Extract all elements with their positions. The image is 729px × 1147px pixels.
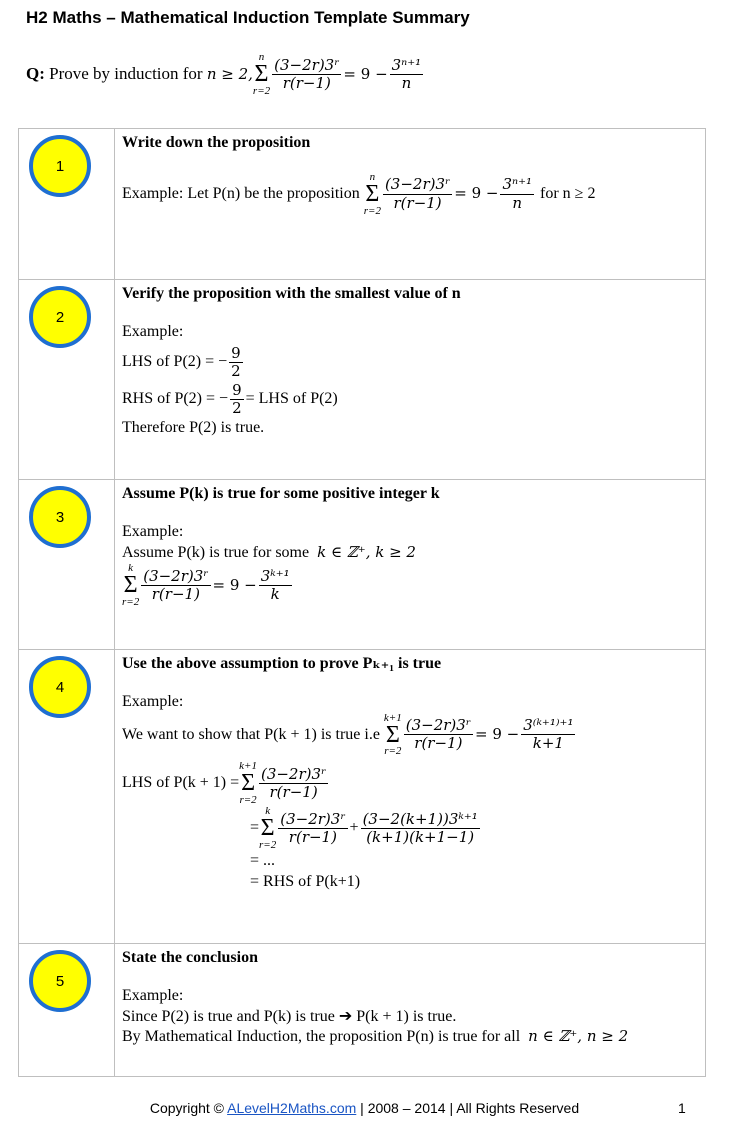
rhs-tail: = LHS of P(2) — [245, 390, 338, 408]
lhs-fraction: $\frac{9}{2}$ — [231, 343, 241, 380]
step-row-1 — [19, 129, 705, 279]
equals-sign: = — [250, 819, 260, 837]
rhs-prefix: = 9 − — [454, 184, 499, 203]
step-heading: Verify the proposition with the smallest value of n — [122, 285, 461, 302]
sigma: k Σ r=2 — [259, 805, 277, 851]
example-label: Example: — [122, 522, 184, 540]
step-example-text: Example: Let P(n) be the proposition — [122, 184, 360, 202]
rhs-label: RHS of P(2) = − — [122, 390, 229, 408]
document-title: H2 Maths – Mathematical Induction Template Summary — [26, 8, 470, 27]
fraction: $\frac{\text{(3−2r)3ʳ}}{r(r-1)}$ — [405, 716, 472, 753]
step-row-5 — [19, 943, 705, 1076]
footer — [0, 1100, 729, 1116]
example-label: Example: — [122, 692, 184, 710]
ellipsis-line: = ... — [250, 851, 276, 869]
lhs-label: LHS of P(2) = − — [122, 352, 228, 370]
question-line — [26, 52, 425, 97]
step-number-badge: 3 — [29, 486, 91, 548]
example-label: Example: — [122, 986, 184, 1004]
question-sigma: n Σ r=2 — [252, 51, 271, 97]
step-number-badge: 2 — [29, 286, 91, 348]
rhs-fraction: $\frac{\text{3ᵏ⁺¹}}{k}$ — [260, 567, 290, 604]
sigma: n Σ r=2 — [363, 170, 381, 217]
steps-table — [18, 128, 706, 1077]
step-number-badge: 4 — [29, 656, 91, 718]
question-fraction: $\frac{\text{(3−2r)3ʳ}}{r(r-1)}$ — [274, 55, 340, 92]
question-text: Prove by induction for — [49, 64, 203, 84]
sigma: k+1 Σ r=2 — [383, 711, 402, 758]
fraction: $\frac{\text{(3−2r)3ʳ}}{r(r-1)}$ — [260, 765, 327, 802]
step-heading: State the conclusion — [122, 949, 258, 966]
example-label: Example: — [122, 322, 184, 340]
copyright-text: Copyright © — [149, 1100, 224, 1116]
lhs-label: LHS of P(k + 1) = — [122, 774, 240, 792]
conclusion-line-1: Since P(2) is true and P(k) is true ➔ P(k + 1) is true. — [122, 1007, 457, 1025]
step-number-badge: 5 — [29, 950, 91, 1012]
question-condition: n ≥ 2, — [206, 65, 253, 84]
rhs-fraction: $\frac{\text{3⁽ᵏ⁺¹⁾⁺¹}}{k+1}$ — [523, 716, 574, 753]
step-heading: Use the above assumption to prove Pₖ₊₁ is true — [122, 655, 442, 672]
rhs-fraction: $\frac{9}{2}$ — [232, 381, 242, 418]
step-row-4 — [19, 649, 705, 943]
step-number-badge: 1 — [29, 135, 91, 197]
sigma: k Σ r=2 — [122, 562, 140, 609]
conclusion-line-2: By Mathematical Induction, the proposition P(n) is true for all — [122, 1028, 521, 1046]
step-row-3 — [19, 479, 705, 649]
page-number: 1 — [678, 1100, 686, 1116]
sigma: k+1 Σ r=2 — [239, 760, 257, 807]
question-rhs-prefix: = 9 − — [343, 65, 388, 84]
website-link[interactable]: ALevelH2Maths.com — [227, 1100, 357, 1116]
fraction: $\frac{\text{(3−2r)3ʳ}}{r(r-1)}$ — [143, 567, 209, 604]
term-fraction: $\frac{\text{(3−2(k+1))3ᵏ⁺¹}}{(k+1)(k+1-1)}$ — [362, 809, 478, 847]
want-text: We want to show that P(k + 1) is true i.e — [122, 725, 380, 743]
step-row-2 — [19, 279, 705, 479]
step-conclusion: Therefore P(2) is true. — [122, 418, 265, 436]
step-heading: Assume P(k) is true for some positive integer k — [122, 485, 440, 502]
plus-sign: + — [349, 819, 359, 837]
conclusion-math: n ∈ ℤ⁺, n ≥ 2 — [528, 1027, 629, 1046]
question-rhs-fraction: $\frac{\text{3ⁿ⁺¹}}{n}$ — [391, 55, 422, 92]
fraction: $\frac{\text{(3−2r)3ʳ}}{r(r-1)}$ — [280, 809, 346, 847]
final-line: = RHS of P(k+1) — [250, 872, 361, 890]
assume-math: k ∈ ℤ⁺, k ≥ 2 — [317, 542, 416, 561]
assume-text: Assume P(k) is true for some — [122, 543, 310, 561]
question-label: Q: — [26, 64, 45, 84]
rights-text: | 2008 – 2014 | All Rights Reserved — [360, 1100, 580, 1116]
step-heading: Write down the proposition — [122, 134, 311, 151]
rhs-prefix: = 9 − — [475, 725, 520, 744]
rhs-fraction: $\frac{\text{3ⁿ⁺¹}}{n}$ — [502, 175, 533, 212]
fraction: $\frac{\text{(3−2r)3ʳ}}{r(r-1)}$ — [384, 175, 451, 212]
step-suffix: for n ≥ 2 — [540, 184, 596, 202]
rhs-prefix: = 9 − — [212, 576, 257, 595]
